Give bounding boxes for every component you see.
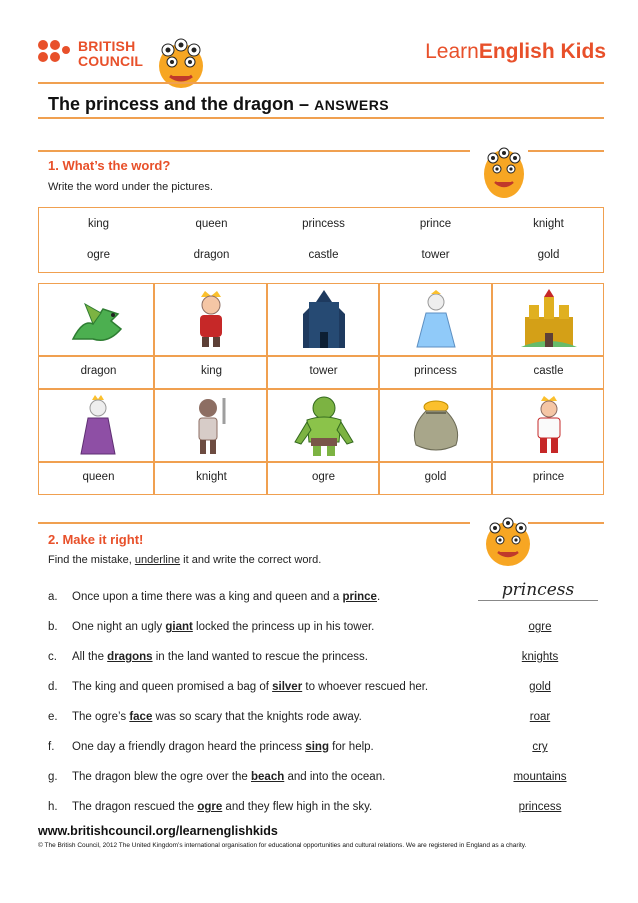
- word-bank-word: knight: [533, 218, 564, 230]
- header-divider: [38, 82, 604, 84]
- word-bank-word: princess: [302, 218, 345, 230]
- dragon-icon: [41, 288, 154, 350]
- footer-copyright: © The British Council, 2012 The United Kingdom’s international organisation for educational opportunities and cultural relations. We are registered in England as a charity.: [38, 842, 527, 849]
- word-bank: [38, 207, 604, 273]
- word-bank-word: gold: [537, 249, 560, 261]
- picture-label: castle: [533, 365, 564, 377]
- answer-a: princess: [478, 580, 598, 601]
- picture-label: prince: [532, 471, 565, 483]
- title-divider: [38, 117, 604, 119]
- picture-label: ogre: [311, 471, 336, 483]
- tower-icon: [267, 288, 380, 350]
- word-bank-word: queen: [195, 218, 228, 230]
- castle-icon: [492, 288, 605, 350]
- answer-f: cry: [532, 741, 548, 753]
- picture-label: dragon: [80, 365, 117, 377]
- section2-top-rule-right: [528, 522, 604, 524]
- word-bank-word: king: [87, 218, 110, 230]
- word-bank-word: castle: [308, 249, 339, 261]
- word-bank-word: prince: [419, 218, 452, 230]
- answer-b: ogre: [528, 621, 552, 633]
- monster-mascot-icon: [478, 512, 538, 572]
- word-bank-word: tower: [421, 249, 450, 261]
- monster-mascot-icon: [478, 140, 530, 200]
- picture-label: gold: [424, 471, 447, 483]
- answer-g: mountains: [513, 771, 567, 783]
- picture-label: queen: [82, 471, 115, 483]
- answer-c: knights: [521, 651, 559, 663]
- knight-icon: [154, 394, 267, 456]
- answer-h: princess: [518, 801, 562, 813]
- prince-icon: [492, 394, 605, 456]
- picture-label: princess: [414, 365, 457, 377]
- answer-e: roar: [529, 711, 551, 723]
- king-icon: [154, 288, 267, 350]
- section1-top-rule: [38, 150, 470, 152]
- learnenglish-kids-logo: LearnEnglish Kids: [425, 40, 606, 63]
- page-title: The princess and the dragon – ANSWERS: [48, 94, 390, 114]
- word-bank-word: ogre: [86, 249, 111, 261]
- british-council-name: BRITISH COUNCIL: [78, 38, 144, 69]
- gold-bag-icon: [379, 394, 492, 456]
- queen-icon: [41, 394, 154, 456]
- answer-d: gold: [529, 681, 551, 693]
- british-council-dots-icon: [38, 40, 74, 70]
- section1-top-rule-right: [528, 150, 604, 152]
- footer-url[interactable]: www.britishcouncil.org/learnenglishkids: [38, 824, 278, 838]
- picture-label: knight: [196, 471, 227, 483]
- british-council-logo: [38, 38, 158, 72]
- picture-label: king: [200, 365, 223, 377]
- section1-heading: 1. What’s the word?: [48, 158, 171, 173]
- section2-instruction: Find the mistake, underline it and write the correct word.: [48, 554, 322, 566]
- section2-top-rule: [38, 522, 470, 524]
- section1-instruction: Write the word under the pictures.: [48, 181, 213, 193]
- picture-label: tower: [309, 365, 338, 377]
- section2-heading: 2. Make it right!: [48, 532, 144, 547]
- princess-icon: [379, 288, 492, 350]
- ogre-icon: [267, 394, 380, 456]
- word-bank-word: dragon: [193, 249, 230, 261]
